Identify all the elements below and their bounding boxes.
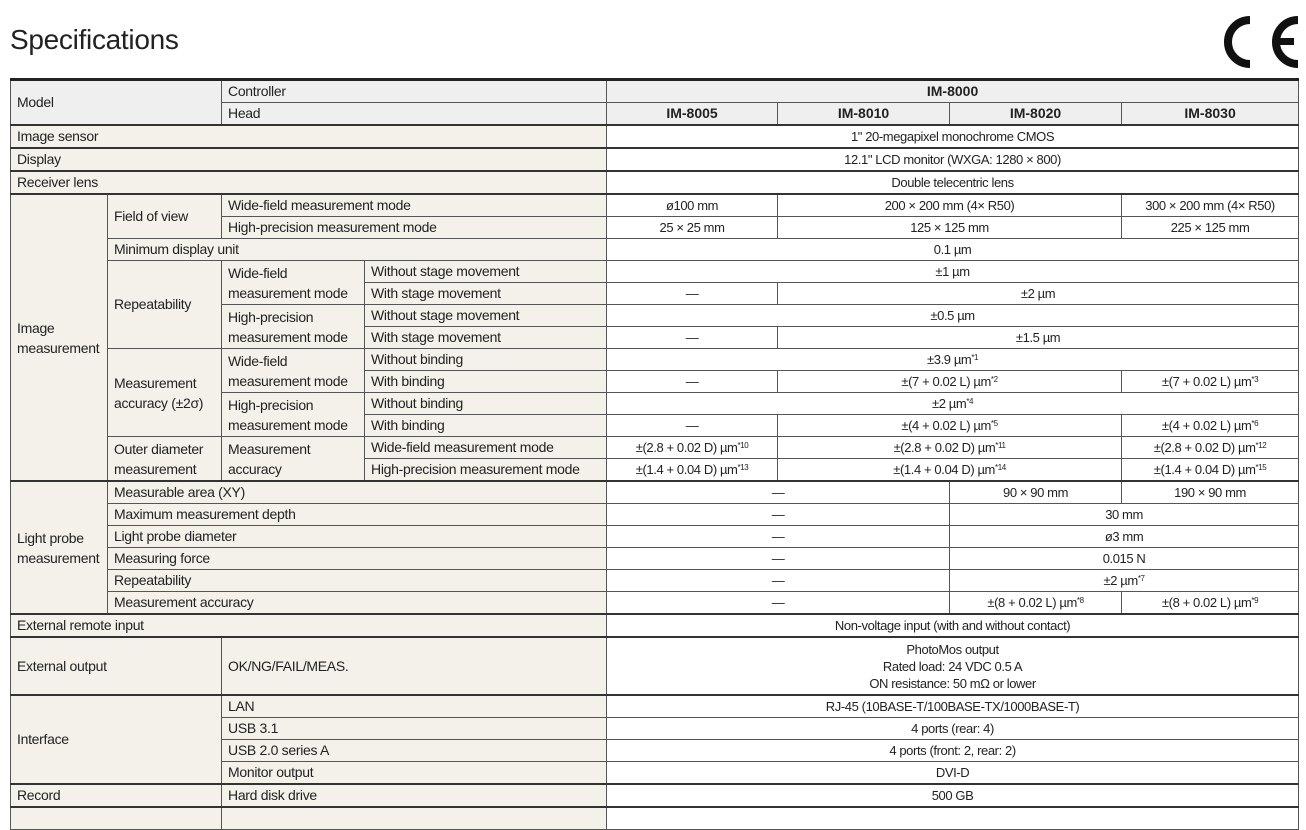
fov-high-8030: 225 × 125 mm (1122, 217, 1299, 239)
footnote: *12 (1255, 441, 1267, 450)
lp-repeatability-row (11, 570, 1299, 592)
usb31-value: 4 ports (rear: 4) (607, 718, 1299, 740)
value-text: ±(1.4 + 0.04 D) µm (893, 462, 995, 477)
footnote: *11 (995, 441, 1006, 450)
lp-diameter-label: Light probe diameter (108, 526, 607, 548)
rep-wide-without-row (11, 261, 1299, 283)
controller-model: IM-8000 (607, 80, 1299, 103)
ce-mark-icon (1216, 14, 1300, 70)
fov-wide-8030: 300 × 200 mm (4× R50) (1122, 194, 1299, 217)
receiver-lens-value: Double telecentric lens (607, 171, 1299, 194)
hdd-value: 500 GB (607, 784, 1299, 807)
next-row-partial (11, 807, 1299, 830)
od-high-8030 (1122, 459, 1299, 482)
lp-area-row (11, 481, 1299, 504)
od-wide-label: Wide-field measurement mode (365, 437, 607, 459)
lp-diameter-8020-8030: ø3 mm (950, 526, 1299, 548)
lp-repeatability-label: Repeatability (108, 570, 607, 592)
value-text: ±2 µm (1103, 573, 1138, 588)
acc-wide-without-label: Without binding (365, 349, 607, 371)
usb20-label: USB 2.0 series A (222, 740, 607, 762)
value-text: ±(4 + 0.02 L) µm (901, 418, 991, 433)
specifications-table (10, 78, 1299, 830)
value-text: ±(7 + 0.02 L) µm (1161, 374, 1252, 389)
fov-high-8005: 25 × 25 mm (607, 217, 778, 239)
record-label: Record (11, 784, 222, 807)
interface-lan-row (11, 695, 1299, 718)
display-row (11, 148, 1299, 171)
rep-wide-without-value: ±1 µm (607, 261, 1299, 283)
value-text: ±(2.8 + 0.02 D) µm (893, 440, 996, 455)
fov-wide-label: Wide-field measurement mode (222, 194, 607, 217)
acc-wide-with-8005: — (607, 371, 778, 393)
rep-high-without-value: ±0.5 µm (607, 305, 1299, 327)
interface-label: Interface (11, 695, 222, 784)
footnote: *9 (1251, 596, 1259, 605)
footnote: *4 (966, 397, 974, 406)
receiver-lens-row (11, 171, 1299, 194)
value-text: ±(1.4 + 0.04 D) µm (1153, 462, 1256, 477)
value-text: ±(2.8 + 0.02 D) µm (1153, 440, 1256, 455)
footnote: *5 (990, 419, 998, 428)
rep-high-without-label: Without stage movement (365, 305, 607, 327)
fov-wide-8005: ø100 mm (607, 194, 778, 217)
lp-repeatability-8020-8030 (950, 570, 1299, 592)
display-label: Display (11, 148, 607, 171)
acc-wide-without-row (11, 349, 1299, 371)
lp-diameter-row (11, 526, 1299, 548)
usb31-label: USB 3.1 (222, 718, 607, 740)
lp-area-8020: 90 × 90 mm (950, 481, 1122, 504)
on-resistance-line: ON resistance: 50 mΩ or lower (869, 675, 1036, 691)
lp-accuracy-8020 (950, 592, 1122, 615)
lp-depth-8005-8010: — (607, 504, 950, 526)
outer-diameter-label: Outer diameter measurement (108, 437, 222, 482)
acc-high-with-8010-8020 (778, 415, 1122, 437)
acc-wide-with-8010-8020 (778, 371, 1122, 393)
lan-value: RJ-45 (10BASE-T/100BASE-TX/1000BASE-T) (607, 695, 1299, 718)
image-sensor-row (11, 125, 1299, 148)
value-text: ±3.9 µm (927, 352, 972, 367)
od-high-label: High-precision measurement mode (365, 459, 607, 482)
lp-depth-row (11, 504, 1299, 526)
value-text: ±(1.4 + 0.04 D) µm (635, 462, 738, 477)
rep-wide-with-8005: — (607, 283, 778, 305)
footnote: *6 (1251, 419, 1259, 428)
footnote: *10 (737, 441, 749, 450)
acc-high-without-label: Without binding (365, 393, 607, 415)
lp-force-8005-8010: — (607, 548, 950, 570)
lp-diameter-8005-8010: — (607, 526, 950, 548)
lp-accuracy-8030 (1122, 592, 1299, 615)
lp-depth-label: Maximum measurement depth (108, 504, 607, 526)
lp-force-8020-8030: 0.015 N (950, 548, 1299, 570)
image-measurement-label: Image measurement (11, 194, 108, 481)
lp-depth-8020-8030: 30 mm (950, 504, 1299, 526)
acc-high-label: High-precision measurement mode (222, 393, 365, 437)
od-wide-row (11, 437, 1299, 459)
model-label: Model (11, 80, 222, 126)
head-im-8030: IM-8030 (1122, 103, 1299, 126)
od-high-8010-8020 (778, 459, 1122, 482)
controller-label: Controller (222, 80, 607, 103)
footnote: *15 (1255, 463, 1267, 472)
head-im-8020: IM-8020 (950, 103, 1122, 126)
lp-accuracy-row (11, 592, 1299, 615)
model-controller-row (11, 80, 1299, 103)
remote-input-label: External remote input (11, 614, 607, 637)
head-im-8010: IM-8010 (778, 103, 950, 126)
rep-high-label: High-precision measurement mode (222, 305, 365, 349)
lp-repeatability-8005-8010: — (607, 570, 950, 592)
acc-wide-with-8030 (1122, 371, 1299, 393)
head-label: Head (222, 103, 607, 126)
rep-high-with-8005: — (607, 327, 778, 349)
min-display-unit-value: 0.1 µm (607, 239, 1299, 261)
lp-force-label: Measuring force (108, 548, 607, 570)
remote-input-value: Non-voltage input (with and without contact) (607, 614, 1299, 637)
head-im-8005: IM-8005 (607, 103, 778, 126)
photomos-line: PhotoMos output (906, 641, 999, 657)
value-text: ±(8 + 0.02 L) µm (1161, 595, 1252, 610)
record-row (11, 784, 1299, 807)
footnote: *7 (1137, 574, 1145, 583)
acc-high-without-value (607, 393, 1299, 415)
lan-label: LAN (222, 695, 607, 718)
rep-high-with-rest: ±1.5 µm (778, 327, 1299, 349)
empty-cell (11, 807, 222, 830)
rated-load-line: Rated load: 24 VDC 0.5 A (882, 658, 1023, 674)
page-title: Specifications (10, 24, 179, 55)
footnote: *2 (990, 375, 998, 384)
external-output-row (11, 637, 1299, 695)
monitor-output-value: DVI-D (607, 762, 1299, 785)
acc-wide-with-label: With binding (365, 371, 607, 393)
acc-high-with-label: With binding (365, 415, 607, 437)
value-text: ±(2.8 + 0.02 D) µm (635, 440, 738, 455)
lp-accuracy-label: Measurement accuracy (108, 592, 607, 615)
repeatability-label: Repeatability (108, 261, 222, 349)
min-display-unit-row (11, 239, 1299, 261)
value-text: ±(4 + 0.02 L) µm (1161, 418, 1252, 433)
fov-high-label: High-precision measurement mode (222, 217, 607, 239)
lp-area-8005-8010: — (607, 481, 950, 504)
od-accuracy-label: Measurement accuracy (222, 437, 365, 482)
display-value: 12.1" LCD monitor (WXGA: 1280 × 800) (607, 148, 1299, 171)
value-text: ±2 µm (932, 396, 967, 411)
fov-wide-8010-8020: 200 × 200 mm (4× R50) (778, 194, 1122, 217)
footnote: *14 (994, 463, 1006, 472)
lp-accuracy-8005-8010: — (607, 592, 950, 615)
od-wide-8030 (1122, 437, 1299, 459)
usb20-value: 4 ports (front: 2, rear: 2) (607, 740, 1299, 762)
min-display-unit-label: Minimum display unit (108, 239, 607, 261)
lp-area-label: Measurable area (XY) (108, 481, 607, 504)
external-output-sub-label: OK/NG/FAIL/MEAS. (222, 637, 607, 695)
acc-wide-without-value (607, 349, 1299, 371)
external-output-label: External output (11, 637, 222, 695)
fov-label: Field of view (108, 194, 222, 239)
rep-wide-with-label: With stage movement (365, 283, 607, 305)
footnote: *3 (1251, 375, 1259, 384)
footnote: *13 (737, 463, 749, 472)
empty-cell (222, 807, 607, 830)
rep-high-with-label: With stage movement (365, 327, 607, 349)
od-wide-8010-8020 (778, 437, 1122, 459)
fov-high-8010-8020: 125 × 125 mm (778, 217, 1122, 239)
external-output-value (607, 637, 1299, 695)
lp-force-row (11, 548, 1299, 570)
value-text: ±(7 + 0.02 L) µm (901, 374, 991, 389)
receiver-lens-label: Receiver lens (11, 171, 607, 194)
light-probe-label: Light probe measurement (11, 481, 108, 614)
image-sensor-value: 1" 20-megapixel monochrome CMOS (607, 125, 1299, 148)
monitor-output-label: Monitor output (222, 762, 607, 785)
accuracy-label: Measurement accuracy (±2σ) (108, 349, 222, 437)
footnote: *1 (971, 353, 979, 362)
acc-wide-label: Wide-field measurement mode (222, 349, 365, 393)
od-wide-8005 (607, 437, 778, 459)
acc-high-with-8005: — (607, 415, 778, 437)
fov-wide-row (11, 194, 1299, 217)
rep-wide-without-label: Without stage movement (365, 261, 607, 283)
value-text: ±(8 + 0.02 L) µm (987, 595, 1077, 610)
hdd-label: Hard disk drive (222, 784, 607, 807)
remote-input-row (11, 614, 1299, 637)
rep-wide-with-rest: ±2 µm (778, 283, 1299, 305)
acc-high-with-8030 (1122, 415, 1299, 437)
rep-wide-label: Wide-field measurement mode (222, 261, 365, 305)
empty-cell (607, 807, 1299, 830)
od-high-8005 (607, 459, 778, 482)
footnote: *8 (1076, 596, 1084, 605)
lp-area-8030: 190 × 90 mm (1122, 481, 1299, 504)
image-sensor-label: Image sensor (11, 125, 607, 148)
